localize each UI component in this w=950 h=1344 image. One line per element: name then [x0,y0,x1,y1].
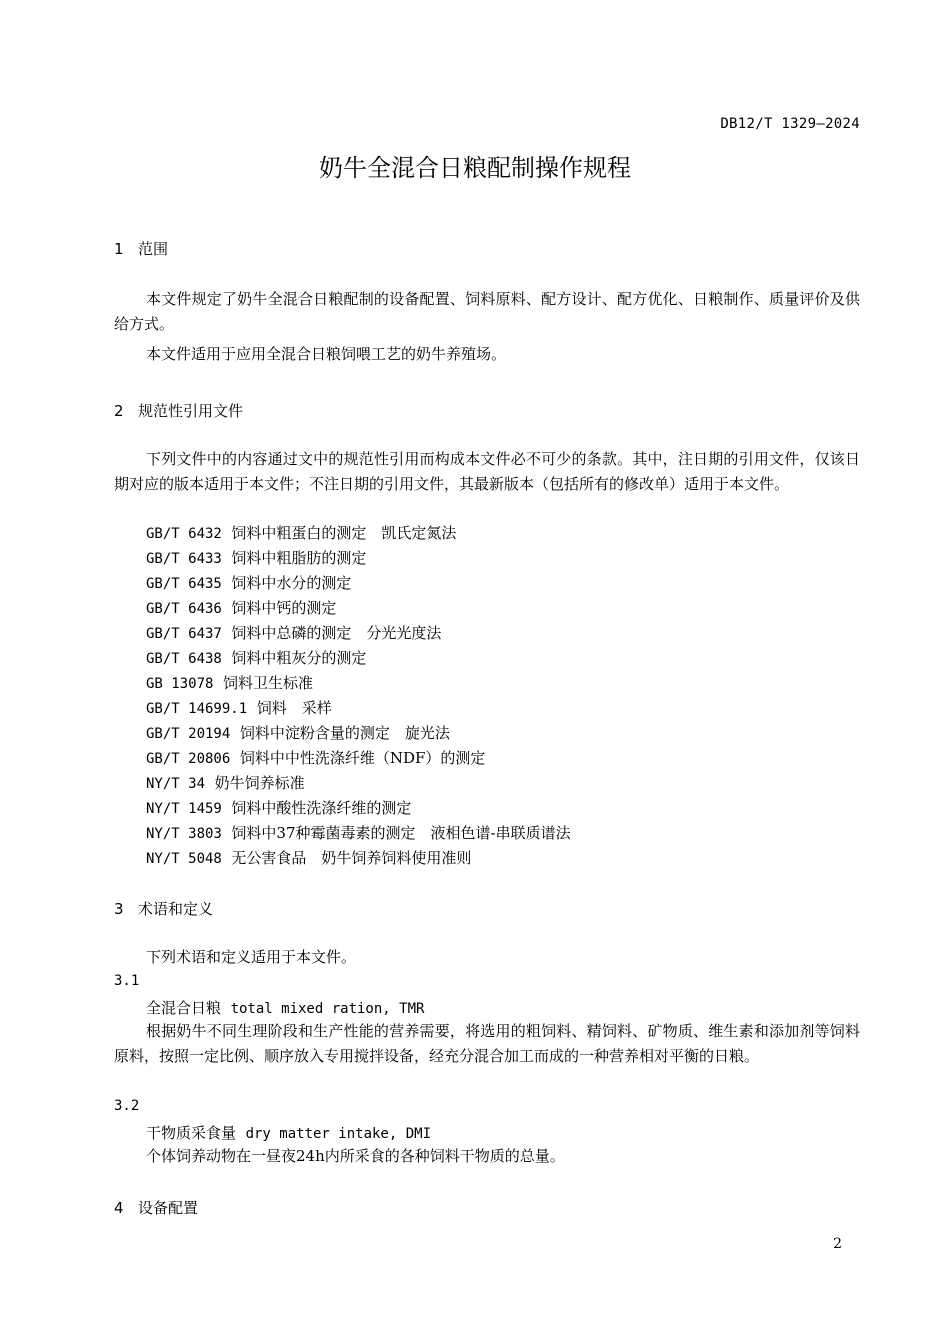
paragraph: 本文件规定了奶牛全混合日粮配制的设备配置、饲料原料、配方设计、配方优化、日粮制作、质量评价及供给方式。 [114,290,860,333]
document-code: DB12/T 1329—2024 [720,116,860,132]
section-heading-3 [114,898,213,919]
reference-code: NY/T 3803 [146,826,222,842]
term-heading [146,1122,431,1143]
reference-code: GB/T 6438 [146,651,222,667]
reference-code: GB/T 6435 [146,576,222,592]
page-number: 2 [833,1236,842,1252]
reference-code: NY/T 1459 [146,801,222,817]
reference-item [146,546,571,571]
reference-item [146,596,571,621]
reference-title: 饲料卫生标准 [222,674,313,692]
reference-item [146,571,571,596]
reference-code: NY/T 5048 [146,851,222,867]
section-title: 范围 [138,240,169,258]
reference-code: GB/T 6432 [146,526,222,542]
term-english: total mixed ration, TMR [230,1001,425,1017]
paragraph: 下列术语和定义适用于本文件。 [146,948,357,966]
reference-item [146,621,571,646]
term-number: 3.1 [114,973,140,989]
document-title: 奶牛全混合日粮配制操作规程 [319,154,631,182]
term-definition: 根据奶牛不同生理阶段和生产性能的营养需要，将选用的粗饲料、精饲料、矿物质、维生素和添加剂等饲料原料，按照一定比例、顺序放入专用搅拌设备，经充分混合加工而成的一种营养相对平衡的日粮。 [114,1022,860,1065]
reference-title: 饲料中淀粉含量的测定 旋光法 [239,724,450,742]
reference-title: 无公害食品 奶牛饲养饲料使用准则 [231,849,472,867]
section-title: 术语和定义 [138,900,214,918]
reference-title: 饲料中粗蛋白的测定 凯氏定氮法 [231,524,457,542]
reference-code: GB 13078 [146,676,214,692]
reference-item [146,696,571,721]
reference-title: 饲料中粗脂肪的测定 [231,549,367,567]
reference-code: GB/T 14699.1 [146,701,248,717]
paragraph: 下列文件中的内容通过文中的规范性引用而构成本文件必不可少的条款。其中，注日期的引用文件，仅该日期对应的版本适用于本文件；不注日期的引用文件，其最新版本（包括所有的修改单）适用于本文件。 [114,450,860,493]
reference-item [146,796,571,821]
reference-item [146,771,571,796]
reference-title: 奶牛饲养标准 [214,774,305,792]
reference-title: 饲料中中性洗涤纤维（NDF）的测定 [239,749,486,767]
reference-item [146,521,571,546]
reference-title: 饲料中水分的测定 [231,574,352,592]
section-heading-2 [114,400,243,421]
reference-title: 饲料中钙的测定 [231,599,337,617]
reference-code: GB/T 6437 [146,626,222,642]
section-heading-4 [114,1197,198,1218]
reference-item [146,671,571,696]
reference-item [146,721,571,746]
section-number: 4 [114,1199,124,1217]
reference-code: GB/T 20194 [146,726,231,742]
reference-item [146,846,571,871]
reference-title: 饲料中总磷的测定 分光光度法 [231,624,442,642]
section-number: 3 [114,900,124,918]
reference-code: GB/T 6433 [146,551,222,567]
section-number: 1 [114,240,124,258]
term-number: 3.2 [114,1098,140,1114]
reference-item [146,646,571,671]
term-english: dry matter intake, DMI [245,1126,431,1142]
section-title: 设备配置 [138,1199,199,1217]
term-heading [146,997,424,1018]
reference-item [146,746,571,771]
reference-title: 饲料中37种霉菌毒素的测定 液相色谱-串联质谱法 [231,824,571,842]
paragraph: 本文件适用于应用全混合日粮饲喂工艺的奶牛养殖场。 [146,345,507,363]
reference-item [146,821,571,846]
section-number: 2 [114,402,124,420]
term-chinese: 全混合日粮 [146,999,222,1017]
term-definition: 个体饲养动物在一昼夜24h内所采食的各种饲料干物质的总量。 [146,1147,565,1165]
reference-title: 饲料 采样 [256,699,332,717]
reference-code: GB/T 6436 [146,601,222,617]
term-chinese: 干物质采食量 [146,1124,237,1142]
reference-code: NY/T 34 [146,776,206,792]
reference-title: 饲料中酸性洗涤纤维的测定 [231,799,412,817]
reference-list [146,521,571,871]
section-title: 规范性引用文件 [138,402,244,420]
section-heading-1 [114,238,168,259]
reference-title: 饲料中粗灰分的测定 [231,649,367,667]
reference-code: GB/T 20806 [146,751,231,767]
